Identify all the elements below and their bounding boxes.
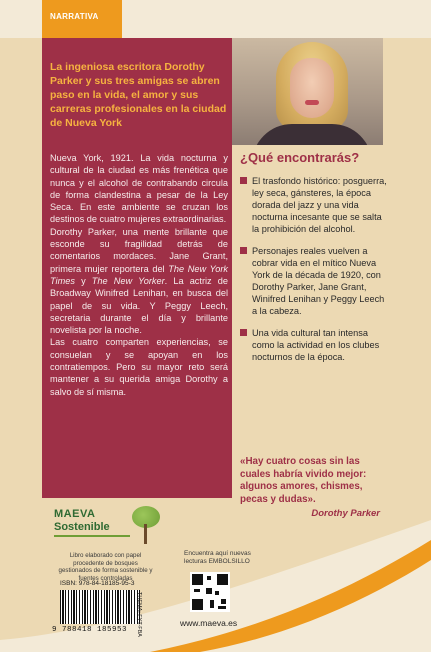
synopsis-text: y [74, 275, 92, 286]
isbn-label: ISBN: 978-84-18185-95-3 [60, 580, 135, 587]
synopsis-paragraph-3: Las cuatro comparten experiencias, se consuelan y se apoyan en los contratiempos. Pero su mayor reto será mantener a su querida amiga Dorothy a salvo de sí misma. [50, 337, 228, 397]
author-photo [232, 38, 383, 145]
square-bullet-icon [240, 177, 247, 184]
qr-caption: Encuentra aquí nuevas lecturas EMBOLSILLO [184, 550, 251, 565]
feature-text: Personajes reales vuelven a cobrar vida en el mítico Nueva York de la década de 1920, con Dorothy Parker, Jane Grant, Winifred Lenihan y Peggy Leech a la cabeza. [252, 246, 385, 316]
synopsis-text: Dorothy Parker, una mente brillante que esconde su fragilidad detrás de comentarios mordaces. Jane Grant, primera mujer reportera del [50, 226, 228, 274]
photo-lips [305, 100, 319, 105]
genre-label: NARRATIVA [42, 0, 122, 38]
qr-code-icon [190, 572, 230, 612]
feature-item [240, 175, 390, 235]
logo-brand: MAEVA [54, 508, 96, 520]
quote-author: Dorothy Parker [311, 508, 380, 519]
synopsis-paragraph-1: Nueva York, 1921. La vida nocturna y cultural de la ciudad es más frenética que nunca y el alcohol de contrabando circula de forma clandestina a pesar de la Ley Seca. En este ambiente se cruzan los destinos de cuatro mujeres extraordinarias. [50, 153, 228, 225]
logo-subbrand: Sostenible [54, 521, 110, 533]
feature-list [240, 175, 390, 373]
photo-face [290, 58, 334, 118]
feature-item [240, 327, 390, 363]
publication-title: The New York Times [50, 263, 228, 286]
square-bullet-icon [240, 247, 247, 254]
tagline: La ingeniosa escritora Dorothy Parker y sus tres amigas se abren paso en la vida, el amor y sus carreras profesionales en la ciudad de Nueva York [50, 61, 227, 129]
synopsis-paragraph-2 [50, 226, 228, 337]
publication-title: The New Yorker [91, 275, 165, 286]
thema-code: THEMA: FYT-FBA [136, 592, 142, 637]
publisher-website: www.maeva.es [180, 618, 238, 628]
photo-shoulders [252, 124, 372, 145]
barcode-bars [60, 590, 140, 624]
publisher-logo [46, 506, 166, 546]
eco-notice: Libro elaborado con papel procedente de bosques gestionados de forma sostenible y fuentes controladas [58, 552, 153, 582]
author-quote: «Hay cuatro cosas sin las cuales habría vivido mejor: algunos amores, chismes, pecas y dudas». [240, 456, 367, 505]
synopsis-text: . La actriz de Broadway Winifred Lenihan, en busca del papel de su vida. Y Peggy Leech, secretaria durante el día y brillante novelista por la noche. [50, 275, 228, 336]
logo-underline [54, 535, 130, 537]
synopsis [50, 152, 228, 398]
feature-text: El trasfondo histórico: posguerra, ley seca, gánsteres, la época dorada del jazz y una vida nocturna incesante que se salta la prohibición del alcohol. [252, 176, 387, 234]
barcode-number: 9 788418 185953 [52, 626, 128, 634]
section-title: ¿Qué encontrarás? [240, 150, 360, 165]
feature-text: Una vida cultural tan intensa como la actividad en los clubes nocturnos de la época. [252, 328, 380, 362]
tree-trunk-icon [144, 524, 147, 544]
square-bullet-icon [240, 329, 247, 336]
barcode [46, 580, 146, 640]
feature-item [240, 245, 390, 317]
